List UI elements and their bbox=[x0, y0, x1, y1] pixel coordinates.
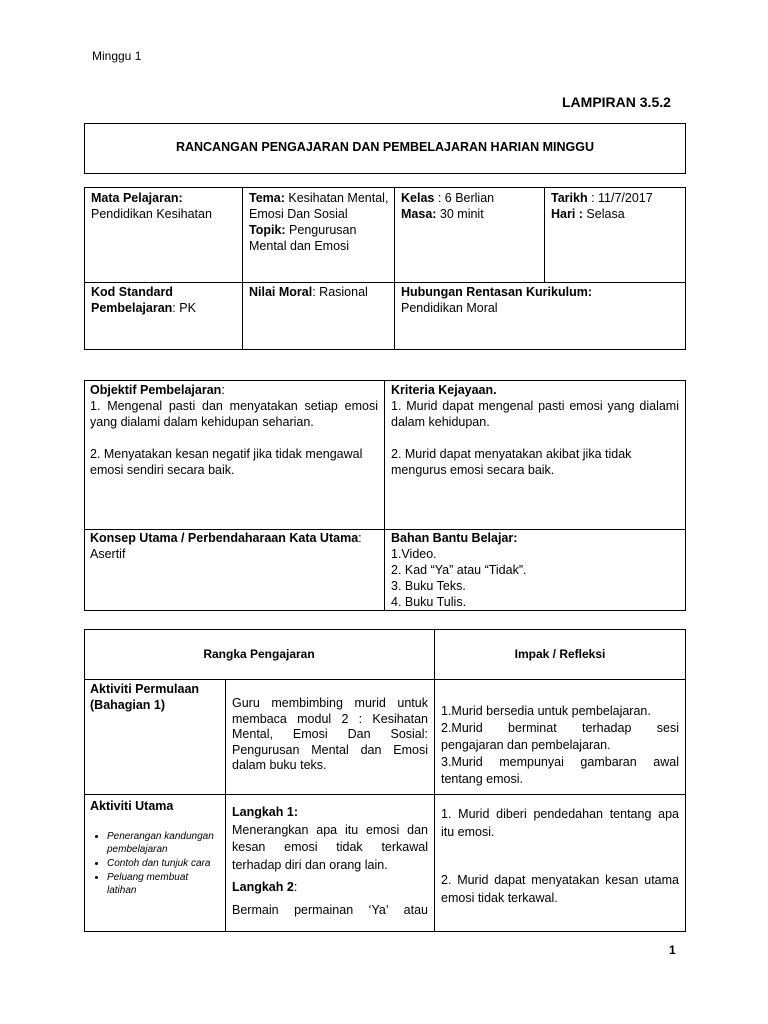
step2-colon: : bbox=[293, 880, 298, 894]
theme-cell bbox=[249, 190, 389, 254]
day-label: Hari : bbox=[551, 207, 583, 221]
concept-value: : Asertif bbox=[90, 531, 362, 561]
day-value: Selasa bbox=[582, 207, 625, 221]
step2-text: Bermain permainan ‘Ya’ atau bbox=[232, 902, 428, 917]
impact-item: 3.Murid mempunyai gambaran awal tentang emosi. bbox=[441, 755, 679, 786]
crosscur-value: Pendidikan Moral bbox=[401, 301, 498, 315]
concept-label: Konsep Utama / Perbendaharaan Kata Utama bbox=[90, 531, 359, 545]
bullet-item: • Contoh dan tunjuk cara bbox=[107, 857, 220, 870]
standard-value: : PK bbox=[172, 301, 196, 315]
plan-header-right: Impak / Refleksi bbox=[514, 647, 606, 661]
impact-item: 2.Murid berminat terhadap sesi pengajaran dan pembelajaran. bbox=[441, 721, 679, 752]
bullet-item: • Peluang membuat latihan bbox=[107, 871, 220, 897]
main-activity-bullets bbox=[90, 830, 220, 898]
date-value: : 11/7/2017 bbox=[587, 191, 653, 205]
class-cell bbox=[401, 190, 541, 222]
time-value: 30 minit bbox=[436, 207, 484, 221]
step1-text: Menerangkan apa itu emosi dan kesan emosi tidak terkawal terhadap diri dan orang lain. bbox=[232, 822, 428, 872]
class-label: Kelas bbox=[401, 191, 435, 205]
material-item: 1.Video. bbox=[391, 547, 437, 561]
bullet-item: • Penerangan kandungan pembelajaran bbox=[107, 830, 220, 856]
theme-label: Tema: bbox=[249, 191, 285, 205]
plan-header-left: Rangka Pengajaran bbox=[203, 647, 315, 661]
objective-1: 1. Mengenal pasti dan menyatakan setiap emosi yang dialami dalam kehidupan seharian. bbox=[90, 399, 378, 429]
appendix-label: LAMPIRAN 3.5.2 bbox=[562, 94, 671, 110]
subject-value: Pendidikan Kesihatan bbox=[91, 207, 212, 221]
date-label: Tarikh bbox=[551, 191, 588, 205]
objectives-label: Objektif Pembelajaran bbox=[90, 383, 222, 397]
subject-cell bbox=[91, 190, 237, 222]
class-value: : 6 Berlian bbox=[434, 191, 495, 205]
step2-label: Langkah 2 bbox=[232, 880, 294, 894]
topic-value: Pengurusan Mental dan Emosi bbox=[249, 223, 357, 253]
material-item: 2. Kad “Ya” atau “Tidak”. bbox=[391, 563, 527, 577]
week-label: Minggu 1 bbox=[92, 49, 142, 63]
impact-item: 1.Murid bersedia untuk pembelajaran. bbox=[441, 704, 651, 718]
standard-label-2: Pembelajaran bbox=[91, 301, 173, 315]
date-cell bbox=[551, 190, 683, 222]
moral-cell bbox=[249, 284, 389, 300]
criteria-2: 2. Murid dapat menyatakan akibat jika tidak mengurus emosi secara baik. bbox=[391, 447, 632, 477]
start-activity-text: Guru membimbing murid untuk membaca modul 2 : Kesihatan Mental, Emosi Dan Sosial: Pengurusan Mental dan Emosi dalam buku teks. bbox=[232, 696, 428, 772]
materials-cell bbox=[391, 530, 679, 610]
page-title: RANCANGAN PENGAJARAN DAN PEMBELAJARAN HARIAN MINGGU bbox=[175, 140, 595, 154]
objective-2: 2. Menyatakan kesan negatif jika tidak mengawal emosi sendiri secara baik. bbox=[90, 447, 363, 477]
subject-label: Mata Pelajaran: bbox=[91, 191, 183, 205]
material-item: 4. Buku Tulis. bbox=[391, 595, 467, 609]
theme-value: Kesihatan Mental, Emosi Dan Sosial bbox=[249, 191, 389, 221]
start-impact bbox=[441, 703, 679, 788]
step1-label: Langkah 1: bbox=[232, 805, 298, 819]
moral-label: Nilai Moral bbox=[249, 285, 313, 299]
crosscur-cell bbox=[401, 284, 681, 316]
criteria-1: 1. Murid dapat mengenal pasti emosi yang dialami dalam kehidupan. bbox=[391, 399, 679, 429]
start-activity-label: Aktiviti Permulaan (Bahagian 1) bbox=[90, 682, 200, 712]
criteria-cell bbox=[391, 382, 679, 478]
impact-item: 2. Murid dapat menyatakan kesan utama emosi tidak terkawal. bbox=[441, 873, 679, 905]
standard-cell bbox=[91, 284, 237, 316]
material-item: 3. Buku Teks. bbox=[391, 579, 466, 593]
topic-label: Topik: bbox=[249, 223, 286, 237]
main-activity-label: Aktiviti Utama bbox=[90, 799, 174, 813]
criteria-label: Kriteria Kejayaan. bbox=[391, 383, 497, 397]
page-number: 1 bbox=[669, 943, 676, 957]
crosscur-label: Hubungan Rentasan Kurikulum: bbox=[401, 285, 592, 299]
main-impact bbox=[441, 805, 679, 907]
time-label: Masa: bbox=[401, 207, 437, 221]
objectives-cell bbox=[90, 382, 378, 478]
moral-value: : Rasional bbox=[312, 285, 368, 299]
impact-item: 1. Murid diberi pendedahan tentang apa itu emosi. bbox=[441, 807, 679, 839]
concept-cell bbox=[90, 530, 378, 562]
materials-label: Bahan Bantu Belajar: bbox=[391, 531, 518, 545]
objectives-colon: : bbox=[221, 383, 225, 397]
standard-label-1: Kod Standard bbox=[91, 285, 173, 299]
steps-cell bbox=[232, 804, 428, 919]
